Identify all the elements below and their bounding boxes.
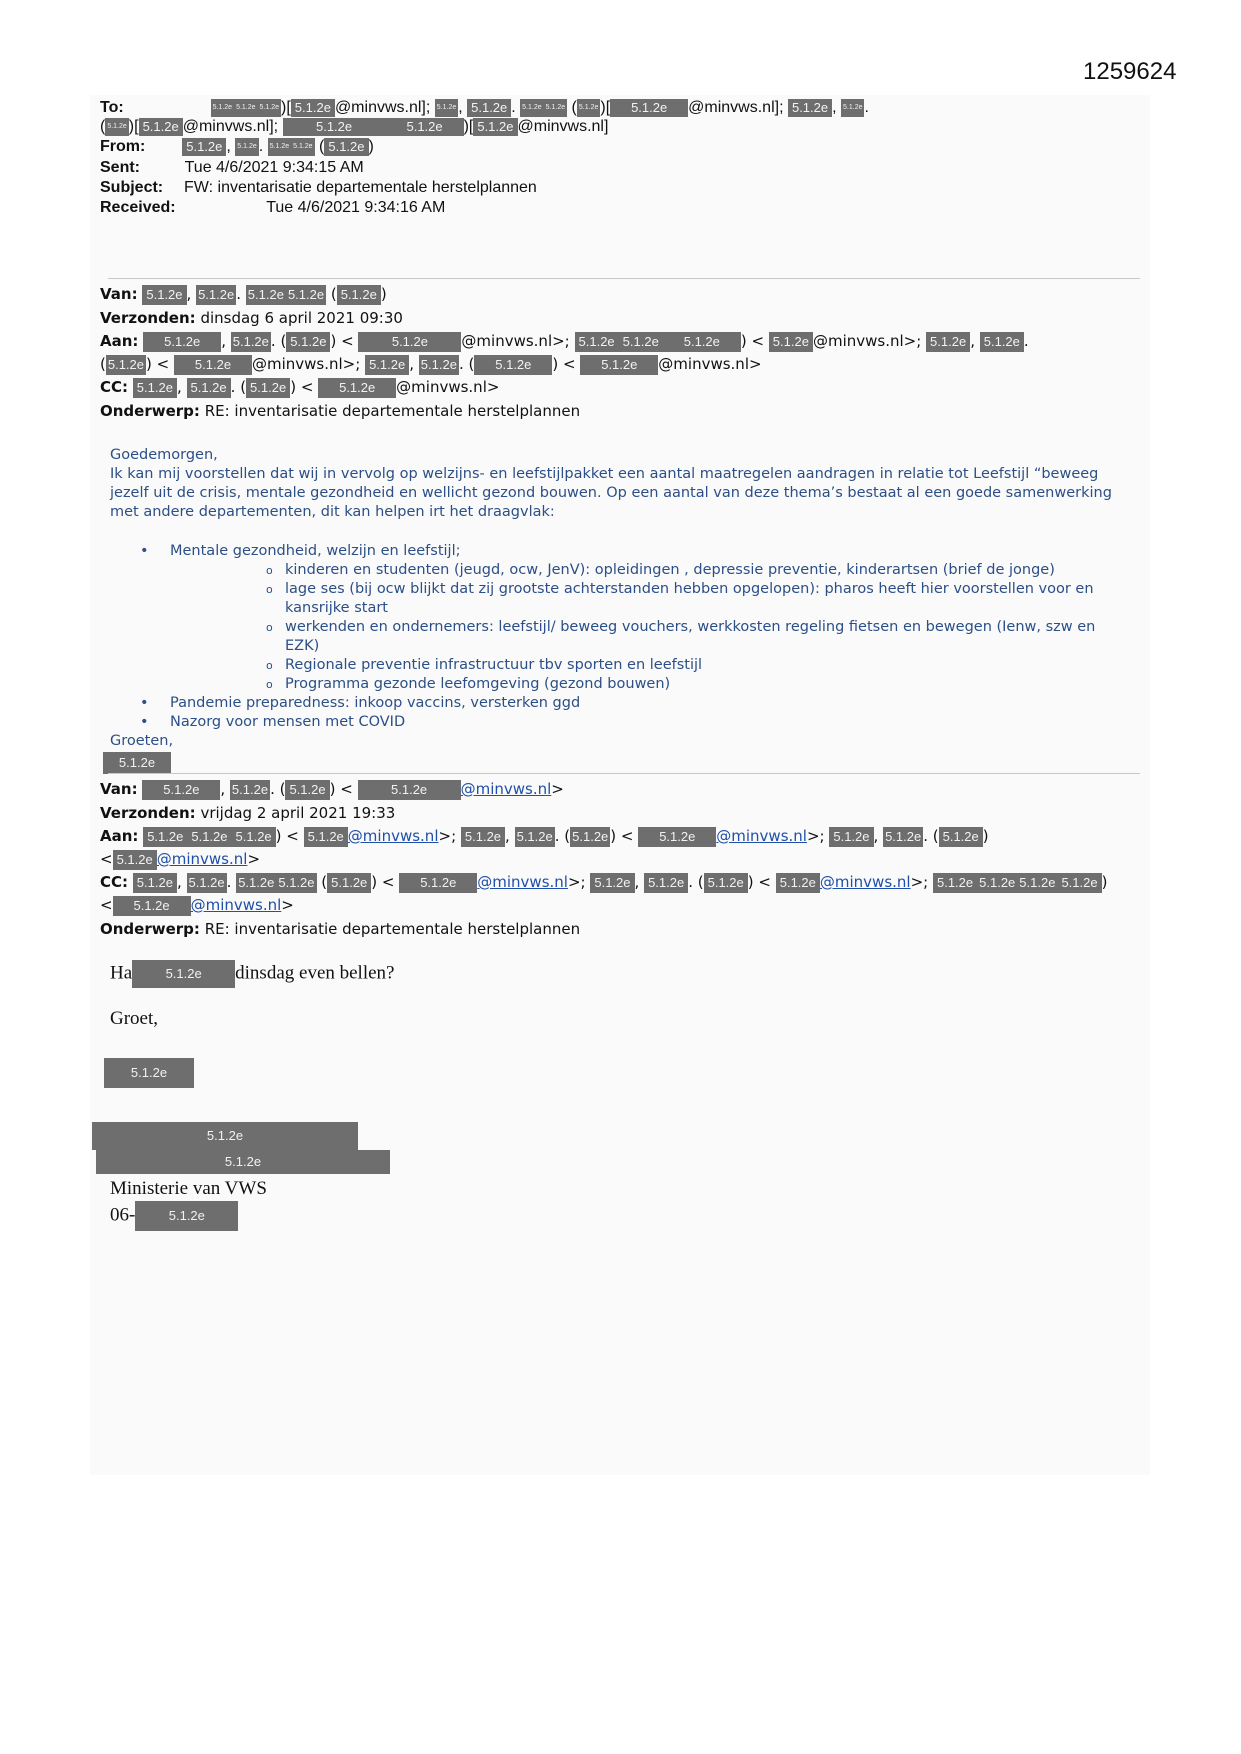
email-domain: @minvws.nl]; — [688, 99, 784, 116]
redaction: 5.1.2e — [187, 827, 231, 847]
redaction: 5.1.2e — [235, 138, 258, 156]
redaction: 5.1.2e — [337, 285, 381, 305]
redaction: 5.1.2e — [174, 355, 252, 375]
redaction: 5.1.2e — [883, 827, 923, 847]
list-item: • Nazorg voor mensen met COVID — [110, 713, 1130, 732]
msg1-aan-line-2: ( 5.1.2e ) < 5.1.2e @minvws.nl>; 5.1.2e , 5.1.2e . ( 5.1.2e ) < 5.1.2e @minvws.nl> — [100, 355, 762, 373]
cc-label: CC: — [100, 873, 129, 891]
redaction: 5.1.2e — [776, 873, 820, 893]
outer-sent-line — [100, 158, 364, 178]
redaction: 5.1.2e — [231, 332, 271, 352]
measures-list — [110, 542, 1130, 732]
redaction: 5.1.2e — [704, 873, 748, 893]
email-domain: @minvws.nl>; — [812, 332, 922, 350]
email-domain: @minvws.nl>; — [251, 355, 361, 373]
email-link[interactable]: @minvws.nl — [477, 873, 568, 891]
redaction: 5.1.2e — [435, 99, 458, 117]
redaction: 5.1.2e — [268, 138, 291, 156]
redaction: 5.1.2e — [399, 873, 477, 893]
verzonden-label: Verzonden: — [100, 309, 196, 327]
onderwerp-value: RE: inventarisatie departementale herstelplannen — [204, 402, 581, 420]
redaction: 5.1.2e — [304, 827, 348, 847]
divider — [108, 278, 1140, 279]
verzonden-label: Verzonden: — [100, 804, 196, 822]
redaction: 5.1.2e — [619, 332, 663, 352]
redaction: 5.1.2e — [788, 99, 832, 117]
redaction: 5.1.2e — [324, 138, 368, 156]
redaction: 5.1.2e — [232, 827, 276, 847]
redaction: 5.1.2e — [1057, 873, 1101, 893]
email-domain: @minvws.nl]; — [334, 99, 431, 116]
redaction: 5.1.2e — [386, 118, 464, 136]
phone-prefix: 06- — [110, 1204, 136, 1226]
msg2-cc-line-1: CC: 5.1.2e , 5.1.2e . 5.1.2e 5.1.2e ( 5.1.2e ) < 5.1.2e @minvws.nl>; 5.1.2e , 5.1.2e . ( 5.1.2e ) < 5.1.2e @minvws.nl>; 5.1.2e 5.1.2e 5.1.2e 5.1.2e ) — [100, 873, 1108, 891]
redaction: 5.1.2e — [575, 332, 619, 352]
intro-paragraph: Ik kan mij voorstellen dat wij in vervolg op welzijns- en leefstijlpakket een aantal maatregelen aandragen in relatie tot Leefstijl “beweeg jezelf uit de crisis, mentale gezondheid en wellicht gezond bouwen. Op een aantal van deze thema’s bestaat al een goede samenwerking met andere departementen, dit kan helpen irt het draagvlak: — [110, 466, 1112, 520]
redaction: 5.1.2e — [106, 355, 146, 375]
email-domain: @minvws.nl] — [517, 118, 609, 135]
redaction: 5.1.2e — [230, 780, 270, 800]
redaction: 5.1.2e — [473, 118, 517, 136]
redaction: 5.1.2e — [246, 285, 286, 305]
aan-label: Aan: — [100, 332, 139, 350]
msg1-van-line: Van: 5.1.2e , 5.1.2e . 5.1.2e 5.1.2e ( 5.1.2e ) — [100, 285, 387, 303]
redaction: 5.1.2e — [142, 780, 220, 800]
verzonden-value: dinsdag 6 april 2021 09:30 — [200, 309, 403, 327]
received-label: Received: — [100, 199, 176, 216]
outer-to-line-2: ( 5.1.2e )[ 5.1.2e @minvws.nl]; 5.1.2e 5.1.2e )[ 5.1.2e @minvws.nl] — [100, 118, 609, 135]
list-item: o lage ses (bij ocw blijkt dat zij grootste achterstanden hebben opgelopen): pharos heeft hier voorstellen voor en kansrijke start — [170, 580, 1130, 618]
redaction: 5.1.2e — [769, 332, 813, 352]
msg2-verzonden-line — [100, 803, 395, 823]
email-domain: @minvws.nl]; — [182, 118, 279, 135]
email-domain: @minvws.nl>; — [461, 332, 570, 350]
phone-line — [110, 1201, 238, 1231]
document-id: 1259624 — [1083, 58, 1177, 85]
redaction: 5.1.2e — [187, 873, 227, 893]
redaction: 5.1.2e — [318, 378, 396, 398]
redaction: 5.1.2e — [113, 896, 191, 916]
msg2-aan-line-2: < 5.1.2e @minvws.nl> — [100, 850, 261, 868]
subject-label: Subject: — [100, 179, 164, 196]
redaction: 5.1.2e — [365, 355, 409, 375]
redaction: 5.1.2e — [358, 332, 461, 352]
redaction: 5.1.2e — [133, 873, 177, 893]
redaction: 5.1.2e — [577, 99, 600, 117]
redaction: 5.1.2e — [196, 285, 236, 305]
redaction: 5.1.2e — [544, 99, 567, 117]
redaction: 5.1.2e — [461, 827, 505, 847]
redaction: 5.1.2e — [515, 827, 555, 847]
redaction: 5.1.2e — [841, 99, 864, 117]
redaction: 5.1.2e — [283, 118, 386, 136]
sub-list — [170, 561, 1130, 694]
redaction: 5.1.2e — [132, 960, 235, 988]
msg2-van-line: Van: 5.1.2e , 5.1.2e . ( 5.1.2e ) < 5.1.2e @minvws.nl> — [100, 780, 564, 798]
cc-label: CC: — [100, 378, 129, 396]
signature-redaction: 5.1.2e — [103, 752, 171, 774]
redaction: 5.1.2e — [276, 873, 316, 893]
email-link[interactable]: @minvws.nl — [460, 780, 552, 798]
redaction: 5.1.2e — [590, 873, 634, 893]
redaction: 5.1.2e — [246, 378, 290, 398]
redaction: 5.1.2e — [644, 873, 688, 893]
msg1-onderwerp-line — [100, 401, 580, 421]
email-link[interactable]: @minvws.nl — [716, 827, 807, 845]
onderwerp-value: RE: inventarisatie departementale herstelplannen — [204, 920, 581, 938]
verzonden-value: vrijdag 2 april 2021 19:33 — [200, 804, 396, 822]
received-value: Tue 4/6/2021 9:34:16 AM — [266, 199, 446, 216]
redaction: 5.1.2e — [182, 138, 226, 156]
redaction: 5.1.2e — [939, 827, 983, 847]
msg1-body — [110, 446, 1130, 751]
line1-post: dinsdag even bellen? — [235, 962, 395, 984]
email-link[interactable]: @minvws.nl — [156, 850, 248, 868]
redaction: 5.1.2e — [926, 332, 970, 352]
redaction: 5.1.2e — [977, 873, 1017, 893]
redaction: 5.1.2e — [113, 850, 157, 870]
van-label: Van: — [100, 780, 138, 798]
from-label: From: — [100, 138, 146, 155]
list-item: • Mentale gezondheid, welzijn en leefstijl; o kinderen en studenten (jeugd, ocw, JenV): opleidingen , depressie preventie, kinderartsen (brief de jonge) o lage ses (bij ocw blijkt dat zij grootste achterstanden hebben opgelopen): pharos heeft hier voorstellen voor en kansrijke start o werkenden en ondernemers: leefstijl/ beweeg vouchers, werkkosten regeling fietsen en bewegen (Ienw, szw en EZK) o Regionale preventie infrastructuur tbv sporten en leefstijl o Programma gezonde leefomgeving (gezond bouwen) — [110, 542, 1130, 694]
msg1-cc-line: CC: 5.1.2e , 5.1.2e . ( 5.1.2e ) < 5.1.2e @minvws.nl> — [100, 378, 500, 396]
redaction: 5.1.2e — [829, 827, 873, 847]
outer-subject-line — [100, 178, 537, 198]
phone-redaction: 5.1.2e — [135, 1201, 238, 1231]
redaction: 5.1.2e — [1017, 873, 1057, 893]
msg2-groet: Groet, — [110, 1008, 159, 1029]
title-redaction: 5.1.2e — [92, 1122, 358, 1150]
redaction: 5.1.2e — [291, 99, 335, 117]
redaction: 5.1.2e — [638, 827, 716, 847]
list-item: o werkenden en ondernemers: leefstijl/ beweeg vouchers, werkkosten regeling fietsen en bewegen (Ienw, szw en EZK) — [170, 618, 1130, 656]
redaction: 5.1.2e — [580, 355, 658, 375]
to-label: To: — [100, 99, 124, 116]
subject-value: FW: inventarisatie departementale herstelplannen — [184, 179, 537, 196]
msg2-onderwerp-line — [100, 919, 580, 939]
name-redaction: 5.1.2e — [104, 1058, 194, 1088]
redaction: 5.1.2e — [234, 99, 257, 117]
list-item: o kinderen en studenten (jeugd, ocw, JenV): opleidingen , depressie preventie, kinderartsen (brief de jonge) — [170, 561, 1130, 580]
sent-label: Sent: — [100, 159, 140, 176]
van-label: Van: — [100, 285, 138, 303]
redaction: 5.1.2e — [570, 827, 610, 847]
redaction: 5.1.2e — [291, 138, 314, 156]
closing: Groeten, — [110, 733, 174, 749]
ministry-name: Ministerie van VWS — [110, 1178, 267, 1199]
redaction: 5.1.2e — [358, 780, 461, 800]
email-link[interactable]: @minvws.nl — [347, 827, 439, 845]
msg1-verzonden-line — [100, 308, 403, 328]
greeting: Goedemorgen, — [110, 447, 218, 463]
email-domain: @minvws.nl> — [658, 355, 762, 373]
redaction: 5.1.2e — [133, 378, 177, 398]
redaction: 5.1.2e — [285, 780, 329, 800]
redaction: 5.1.2e — [143, 332, 221, 352]
redaction: 5.1.2e — [286, 285, 326, 305]
onderwerp-label: Onderwerp: — [100, 402, 200, 420]
aan-label: Aan: — [100, 827, 139, 845]
redaction: 5.1.2e — [143, 827, 187, 847]
redaction: 5.1.2e — [236, 873, 276, 893]
redaction: 5.1.2e — [520, 99, 543, 117]
msg1-aan-line-1: Aan: 5.1.2e , 5.1.2e . ( 5.1.2e ) < 5.1.2e @minvws.nl>; 5.1.2e 5.1.2e 5.1.2e ) < 5.1.2e @minvws.nl>; 5.1.2e , 5.1.2e . — [100, 332, 1029, 350]
outer-received-line — [100, 198, 445, 218]
msg2-cc-line-2: < 5.1.2e @minvws.nl> — [100, 896, 294, 914]
list-item: o Programma gezonde leefomgeving (gezond bouwen) — [170, 675, 1130, 694]
onderwerp-label: Onderwerp: — [100, 920, 200, 938]
redaction: 5.1.2e — [286, 332, 330, 352]
email-domain: @minvws.nl> — [396, 378, 500, 396]
redaction: 5.1.2e — [187, 378, 231, 398]
redaction: 5.1.2e — [142, 285, 186, 305]
outer-from-line: From: 5.1.2e , 5.1.2e . 5.1.2e 5.1.2e ( 5.1.2e ) — [100, 138, 374, 155]
redaction: 5.1.2e — [663, 332, 741, 352]
redaction: 5.1.2e — [610, 99, 688, 117]
list-item: • Pandemie preparedness: inkoop vaccins, versterken ggd — [110, 694, 1130, 713]
email-link[interactable]: @minvws.nl — [819, 873, 911, 891]
redaction: 5.1.2e — [419, 355, 459, 375]
department-redaction: 5.1.2e — [96, 1150, 390, 1174]
redaction: 5.1.2e — [933, 873, 977, 893]
redaction: 5.1.2e — [105, 118, 128, 136]
redaction: 5.1.2e — [474, 355, 552, 375]
redaction: 5.1.2e — [327, 873, 371, 893]
redaction: 5.1.2e — [258, 99, 281, 117]
email-link[interactable]: @minvws.nl — [190, 896, 282, 914]
divider — [108, 773, 1140, 774]
sent-value: Tue 4/6/2021 9:34:15 AM — [184, 159, 364, 176]
redaction: 5.1.2e — [211, 99, 234, 117]
outer-to-line-1: To: 5.1.2e 5.1.2e 5.1.2e )[ 5.1.2e @minvws.nl]; 5.1.2e , 5.1.2e . 5.1.2e 5.1.2e ( 5.1.2e )[ 5.1.2e @minvws.nl]; 5.1.2e , 5.1.2e . — [100, 99, 869, 116]
msg2-aan-line-1: Aan: 5.1.2e 5.1.2e 5.1.2e ) < 5.1.2e @minvws.nl>; 5.1.2e , 5.1.2e . ( 5.1.2e ) < 5.1.2e @minvws.nl>; 5.1.2e , 5.1.2e . ( 5.1.2e ) — [100, 827, 989, 845]
line1-pre: Ha — [110, 962, 133, 984]
list-item: o Regionale preventie infrastructuur tbv sporten en leefstijl — [170, 656, 1130, 675]
redaction: 5.1.2e — [980, 332, 1024, 352]
msg2-line1 — [110, 960, 395, 988]
redaction: 5.1.2e — [139, 118, 183, 136]
redaction: 5.1.2e — [467, 99, 511, 117]
